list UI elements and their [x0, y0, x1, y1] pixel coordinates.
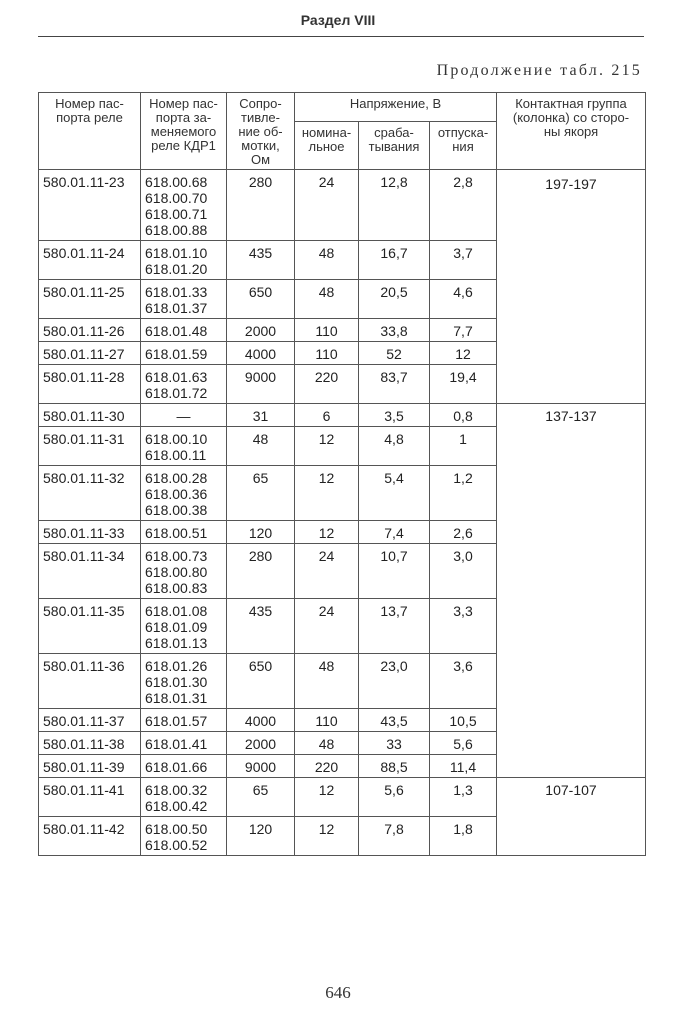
cell-release-voltage: 5,6: [430, 732, 497, 755]
table-row: [39, 170, 646, 241]
cell-release-voltage: 1,8: [430, 817, 497, 856]
cell-resistance: 435: [227, 599, 295, 654]
cell-passport: 580.01.11-24: [39, 241, 141, 280]
replaced-passport-number: 618.01.08: [145, 603, 208, 619]
cell-pickup-voltage: 7,8: [359, 817, 430, 856]
header-line: ны якоря: [543, 124, 599, 139]
cell-resistance: 650: [227, 280, 295, 319]
header-line: Сопро-: [239, 96, 282, 111]
replaced-passport-number: 618.01.41: [145, 736, 208, 752]
replaced-passport-number: 618.00.51: [145, 525, 208, 541]
cell-passport: 580.01.11-39: [39, 755, 141, 778]
replaced-passport-number: —: [176, 408, 191, 424]
replaced-passport-number: 618.00.38: [145, 502, 208, 518]
cell-replaced: [141, 544, 227, 599]
header-line: меняемого: [150, 124, 217, 139]
cell-release-voltage: 2,8: [430, 170, 497, 241]
cell-passport: 580.01.11-28: [39, 365, 141, 404]
cell-resistance: 2000: [227, 732, 295, 755]
cell-pickup-voltage: 83,7: [359, 365, 430, 404]
cell-resistance: 31: [227, 404, 295, 427]
cell-nominal-voltage: 220: [295, 755, 359, 778]
cell-release-voltage: 4,6: [430, 280, 497, 319]
cell-nominal-voltage: 220: [295, 365, 359, 404]
cell-replaced: [141, 427, 227, 466]
replaced-passport-number: 618.01.57: [145, 713, 208, 729]
cell-nominal-voltage: 24: [295, 599, 359, 654]
cell-passport: 580.01.11-23: [39, 170, 141, 241]
cell-nominal-voltage: 48: [295, 280, 359, 319]
header-line: порта за-: [155, 110, 212, 125]
cell-resistance: 120: [227, 817, 295, 856]
cell-replaced: [141, 709, 227, 732]
cell-passport: 580.01.11-30: [39, 404, 141, 427]
cell-contact-group: 107-107: [497, 778, 646, 856]
cell-resistance: 9000: [227, 755, 295, 778]
replaced-passport-number: 618.01.31: [145, 690, 208, 706]
replaced-passport-number: 618.01.13: [145, 635, 208, 651]
header-line: тивле-: [241, 110, 280, 125]
cell-replaced: [141, 280, 227, 319]
replaced-passport-number: 618.00.42: [145, 798, 208, 814]
header-line: номина-: [301, 124, 352, 140]
cell-replaced: [141, 319, 227, 342]
cell-passport: 580.01.11-33: [39, 521, 141, 544]
cell-release-voltage: 19,4: [430, 365, 497, 404]
cell-pickup-voltage: 33: [359, 732, 430, 755]
header-line: отпуска-: [437, 124, 489, 140]
cell-resistance: 650: [227, 654, 295, 709]
cell-nominal-voltage: 110: [295, 709, 359, 732]
cell-resistance: 280: [227, 544, 295, 599]
replaced-passport-number: 618.00.83: [145, 580, 208, 596]
header-line: Контактная группа: [515, 96, 627, 111]
header-line: ние об-: [238, 124, 283, 139]
replaced-passport-number: 618.00.52: [145, 837, 208, 853]
cell-passport: 580.01.11-42: [39, 817, 141, 856]
cell-release-voltage: 3,6: [430, 654, 497, 709]
cell-passport: 580.01.11-38: [39, 732, 141, 755]
cell-replaced: [141, 466, 227, 521]
replaced-passport-number: 618.01.66: [145, 759, 208, 775]
cell-release-voltage: 0,8: [430, 404, 497, 427]
header-line: Напряжение, В: [349, 96, 442, 111]
header-line: ния: [452, 138, 474, 154]
cell-pickup-voltage: 10,7: [359, 544, 430, 599]
header-release: [430, 121, 497, 169]
cell-passport: 580.01.11-34: [39, 544, 141, 599]
replaced-passport-number: 618.00.50: [145, 821, 208, 837]
header-line: тывания: [368, 138, 420, 154]
page-number: 646: [325, 983, 351, 1002]
cell-passport: 580.01.11-31: [39, 427, 141, 466]
cell-nominal-voltage: 12: [295, 817, 359, 856]
replaced-passport-number: 618.01.33: [145, 284, 208, 300]
replaced-passport-number: 618.01.59: [145, 346, 208, 362]
cell-replaced: [141, 241, 227, 280]
relay-table: [38, 92, 646, 856]
cell-nominal-voltage: 12: [295, 778, 359, 817]
cell-nominal-voltage: 48: [295, 732, 359, 755]
replaced-passport-number: 618.00.28: [145, 470, 208, 486]
cell-passport: 580.01.11-36: [39, 654, 141, 709]
cell-nominal-voltage: 24: [295, 170, 359, 241]
replaced-passport-number: 618.00.88: [145, 222, 208, 238]
cell-pickup-voltage: 20,5: [359, 280, 430, 319]
replaced-passport-number: 618.01.30: [145, 674, 208, 690]
replaced-passport-number: 618.00.71: [145, 206, 208, 222]
cell-pickup-voltage: 52: [359, 342, 430, 365]
header-line: Ом: [250, 152, 271, 167]
header-line: льное: [308, 138, 345, 154]
header-nominal: [295, 121, 359, 169]
cell-release-voltage: 10,5: [430, 709, 497, 732]
cell-replaced: [141, 170, 227, 241]
header-line: порта реле: [56, 110, 123, 125]
cell-release-voltage: 3,0: [430, 544, 497, 599]
cell-passport: 580.01.11-26: [39, 319, 141, 342]
header-replaced: [141, 93, 227, 170]
cell-pickup-voltage: 13,7: [359, 599, 430, 654]
replaced-passport-number: 618.01.48: [145, 323, 208, 339]
cell-nominal-voltage: 12: [295, 427, 359, 466]
cell-resistance: 120: [227, 521, 295, 544]
header-line: реле КДР1: [151, 138, 216, 153]
replaced-passport-number: 618.01.09: [145, 619, 208, 635]
header-passport: [39, 93, 141, 170]
header-voltage: [295, 93, 497, 122]
cell-release-voltage: 2,6: [430, 521, 497, 544]
cell-resistance: 2000: [227, 319, 295, 342]
replaced-passport-number: 618.00.70: [145, 190, 208, 206]
replaced-passport-number: 618.01.20: [145, 261, 208, 277]
replaced-passport-number: 618.01.10: [145, 245, 208, 261]
cell-pickup-voltage: 23,0: [359, 654, 430, 709]
cell-replaced: [141, 521, 227, 544]
cell-release-voltage: 1,2: [430, 466, 497, 521]
table-caption: Продолжение табл. 215: [436, 62, 642, 79]
cell-resistance: 65: [227, 466, 295, 521]
cell-pickup-voltage: 12,8: [359, 170, 430, 241]
header-line: Номер пас-: [149, 96, 218, 111]
replaced-passport-number: 618.00.32: [145, 782, 208, 798]
cell-resistance: 435: [227, 241, 295, 280]
cell-contact-group: 197-197: [497, 170, 646, 404]
cell-nominal-voltage: 110: [295, 319, 359, 342]
cell-pickup-voltage: 33,8: [359, 319, 430, 342]
cell-pickup-voltage: 43,5: [359, 709, 430, 732]
table-body: [39, 170, 646, 856]
section-title: Раздел VIII: [300, 12, 376, 28]
cell-replaced: [141, 654, 227, 709]
header-resistance: [227, 93, 295, 170]
cell-resistance: 65: [227, 778, 295, 817]
cell-replaced: [141, 599, 227, 654]
cell-resistance: 280: [227, 170, 295, 241]
cell-pickup-voltage: 7,4: [359, 521, 430, 544]
cell-passport: 580.01.11-41: [39, 778, 141, 817]
cell-release-voltage: 3,7: [430, 241, 497, 280]
cell-nominal-voltage: 110: [295, 342, 359, 365]
cell-resistance: 48: [227, 427, 295, 466]
cell-passport: 580.01.11-25: [39, 280, 141, 319]
cell-replaced: [141, 755, 227, 778]
cell-nominal-voltage: 12: [295, 521, 359, 544]
cell-passport: 580.01.11-27: [39, 342, 141, 365]
replaced-passport-number: 618.01.26: [145, 658, 208, 674]
replaced-passport-number: 618.00.11: [145, 447, 207, 463]
cell-pickup-voltage: 3,5: [359, 404, 430, 427]
cell-passport: 580.01.11-37: [39, 709, 141, 732]
table-row: [39, 778, 646, 817]
cell-release-voltage: 7,7: [430, 319, 497, 342]
replaced-passport-number: 618.00.73: [145, 548, 208, 564]
cell-nominal-voltage: 6: [295, 404, 359, 427]
header-line: Номер пас-: [55, 96, 124, 111]
cell-pickup-voltage: 4,8: [359, 427, 430, 466]
cell-release-voltage: 12: [430, 342, 497, 365]
cell-replaced: [141, 817, 227, 856]
cell-pickup-voltage: 88,5: [359, 755, 430, 778]
header-pickup: [359, 121, 430, 169]
cell-nominal-voltage: 48: [295, 241, 359, 280]
header-rule: [38, 36, 644, 37]
cell-replaced: [141, 342, 227, 365]
cell-nominal-voltage: 24: [295, 544, 359, 599]
cell-resistance: 9000: [227, 365, 295, 404]
header-row-top: [39, 93, 646, 122]
cell-resistance: 4000: [227, 342, 295, 365]
cell-passport: 580.01.11-35: [39, 599, 141, 654]
replaced-passport-number: 618.00.36: [145, 486, 208, 502]
cell-release-voltage: 1,3: [430, 778, 497, 817]
header-line: (колонка) со сторо-: [512, 110, 630, 125]
cell-pickup-voltage: 16,7: [359, 241, 430, 280]
cell-release-voltage: 3,3: [430, 599, 497, 654]
cell-resistance: 4000: [227, 709, 295, 732]
header-contact: [497, 93, 646, 170]
cell-nominal-voltage: 48: [295, 654, 359, 709]
replaced-passport-number: 618.00.10: [145, 431, 208, 447]
cell-release-voltage: 1: [430, 427, 497, 466]
cell-nominal-voltage: 12: [295, 466, 359, 521]
replaced-passport-number: 618.00.80: [145, 564, 208, 580]
header-line: сраба-: [374, 124, 414, 140]
replaced-passport-number: 618.00.68: [145, 174, 208, 190]
replaced-passport-number: 618.01.37: [145, 300, 208, 316]
cell-replaced: [141, 365, 227, 404]
cell-replaced: [141, 778, 227, 817]
table-row: [39, 404, 646, 427]
cell-contact-group: 137-137: [497, 404, 646, 778]
header-line: мотки,: [241, 138, 280, 153]
cell-release-voltage: 11,4: [430, 755, 497, 778]
replaced-passport-number: 618.01.63: [145, 369, 208, 385]
cell-replaced: [141, 404, 227, 427]
cell-replaced: [141, 732, 227, 755]
cell-pickup-voltage: 5,6: [359, 778, 430, 817]
replaced-passport-number: 618.01.72: [145, 385, 208, 401]
cell-passport: 580.01.11-32: [39, 466, 141, 521]
cell-pickup-voltage: 5,4: [359, 466, 430, 521]
